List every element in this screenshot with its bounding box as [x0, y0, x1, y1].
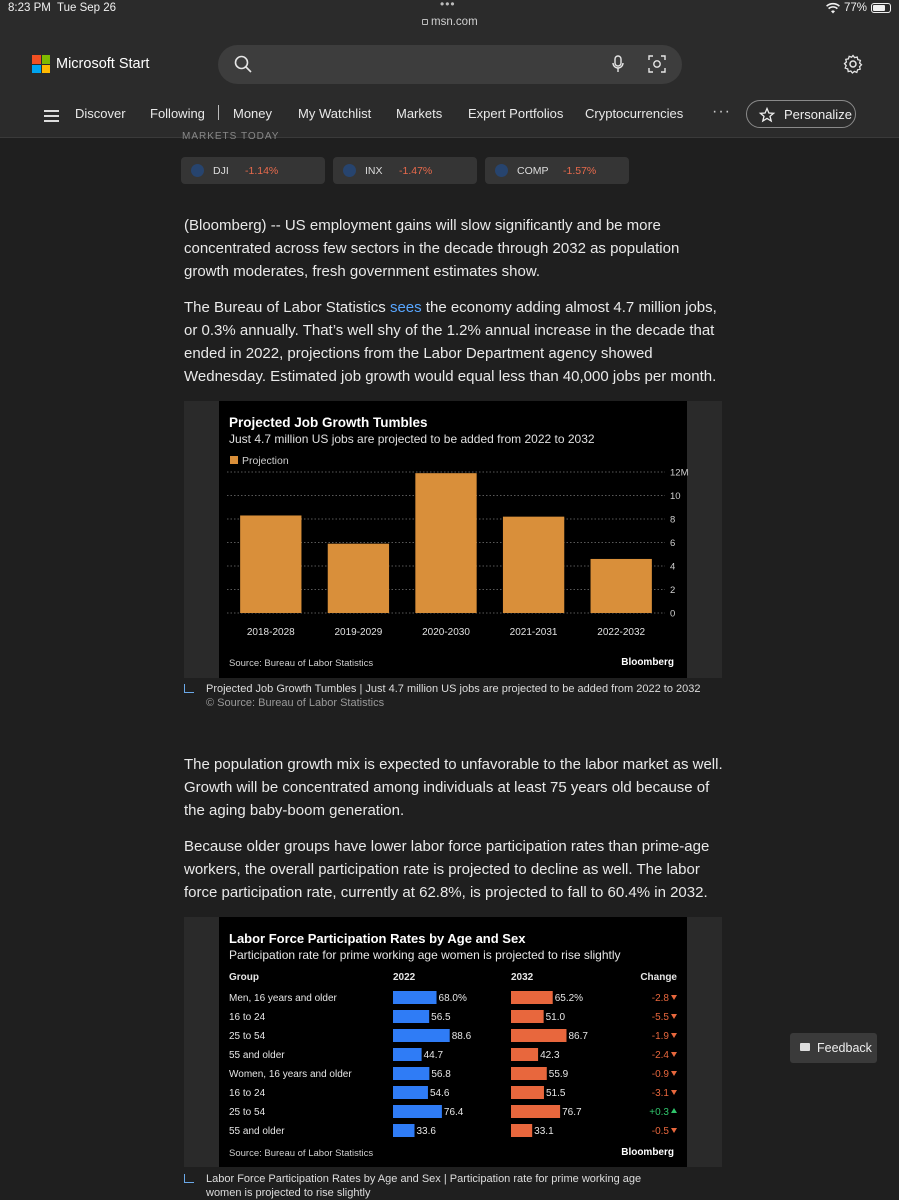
caption-text: Projected Job Growth Tumbles | Just 4.7 million US jobs are projected to be added from 2022 to 2032 [206, 683, 701, 695]
x-tick-label: 2020-2030 [422, 627, 470, 638]
nav-divider [218, 105, 219, 120]
table-row [229, 1029, 677, 1042]
row-group-label: 16 to 24 [229, 1088, 266, 1099]
ticker-change: -1.57% [563, 165, 597, 177]
bar-2032 [511, 991, 553, 1004]
text-run: The Bureau of Labor Statistics [184, 299, 390, 316]
gear-icon[interactable] [843, 54, 863, 74]
search-icon [234, 55, 252, 73]
chart-icon [191, 164, 204, 177]
chart-icon [495, 164, 508, 177]
status-time: 8:23 PM [8, 2, 51, 14]
value-2022: 33.6 [416, 1126, 436, 1137]
arrow-down-icon [671, 1128, 677, 1133]
change-value: -2.8 [651, 993, 669, 1004]
legend-swatch [230, 456, 238, 464]
status-date: Tue Sep 26 [57, 2, 117, 14]
url-text: msn.com [431, 16, 478, 28]
bar-2022 [393, 1048, 422, 1061]
nav-my-watchlist[interactable]: My Watchlist [298, 106, 372, 121]
participation-figure[interactable] [184, 917, 722, 1167]
arrow-up-icon [671, 1108, 677, 1113]
article-paragraph: Because older groups have lower labor force participation rates than prime-age workers, the overall participation rate is projected to decline as well. The labor force participation rate, currently at 62.8%, is projected to fall to 60.4% in 2032. [184, 838, 710, 901]
value-2022: 76.4 [443, 1107, 464, 1118]
value-2022: 88.6 [451, 1031, 472, 1042]
search-input[interactable] [218, 45, 682, 84]
bar-2022 [393, 1010, 429, 1023]
arrow-down-icon [671, 995, 677, 1000]
multitask-dots[interactable]: ••• [440, 0, 456, 11]
value-2032: 42.3 [540, 1050, 560, 1061]
table-row [229, 1105, 677, 1118]
feedback-icon [800, 1043, 810, 1051]
arrow-down-icon [671, 1014, 677, 1019]
article-content [0, 131, 899, 1200]
table-row [229, 1124, 677, 1137]
personalize-button[interactable] [746, 100, 856, 128]
x-tick-label: 2018-2028 [246, 627, 295, 638]
value-2032: 51.5 [545, 1088, 566, 1099]
bloomberg-logo: Bloomberg [621, 657, 674, 668]
job-growth-figure[interactable] [184, 401, 722, 678]
y-tick-label: 0 [670, 608, 676, 620]
change-value: -3.1 [651, 1088, 669, 1099]
ticker-comp[interactable] [485, 157, 629, 184]
bar-2032 [511, 1048, 538, 1061]
nav-money[interactable]: Money [233, 106, 273, 121]
x-tick-label: 2022-2032 [597, 627, 646, 638]
col-header-change: Change [640, 972, 677, 983]
wifi-icon [826, 3, 840, 14]
table-row [229, 1067, 677, 1080]
y-tick-label: 6 [670, 538, 676, 549]
value-2032: 76.7 [562, 1107, 582, 1118]
status-indicators [826, 2, 891, 14]
value-2032: 33.1 [534, 1126, 554, 1137]
bar-2022 [393, 1067, 429, 1080]
row-group-label: 25 to 54 [229, 1031, 266, 1042]
markets-today-label: MARKETS TODAY [182, 131, 280, 142]
change-value: +0.3 [649, 1107, 669, 1118]
menu-icon[interactable] [44, 110, 59, 125]
table-row [229, 1086, 677, 1099]
microphone-icon[interactable] [612, 55, 624, 73]
bar [591, 559, 652, 613]
y-tick-label: 2 [670, 585, 676, 596]
main-nav [0, 100, 899, 130]
nav-expert-portfolios[interactable]: Expert Portfolios [468, 106, 564, 121]
battery-percent: 77% [843, 2, 867, 14]
market-tickers [181, 157, 629, 184]
value-2032: 51.0 [545, 1012, 566, 1023]
row-group-label: Women, 16 years and older [229, 1069, 352, 1080]
caption-text: Labor Force Participation Rates by Age and Sex | Participation rate for prime working age women is projected to rise slightly [206, 1173, 642, 1199]
ticker-name: INX [365, 165, 383, 177]
ticker-inx[interactable] [333, 157, 477, 184]
bar-2032 [511, 1086, 544, 1099]
value-2022: 54.6 [429, 1088, 450, 1099]
arrow-down-icon [671, 1052, 677, 1057]
text-run: the economy adding almost 4.7 million jobs, or 0.3% annually. That’s well shy of the 1.2% annual increase in the decade that ended in 2022, projections from the Labor Department agency showed Wednesday. Estimated job growth would equal less than 40,000 jobs per month. [184, 299, 717, 385]
feedback-button[interactable] [790, 1033, 877, 1063]
table-row [229, 991, 677, 1004]
microsoft-logo-icon [32, 55, 50, 73]
caption-source: © Source: Bureau of Labor Statistics [206, 697, 385, 709]
bar [240, 515, 301, 613]
sparkle-star-icon [759, 107, 775, 123]
arrow-down-icon [671, 1090, 677, 1095]
table-source: Source: Bureau of Labor Statistics [229, 1148, 374, 1159]
lock-icon [422, 19, 428, 25]
ticker-name: COMP [517, 165, 549, 177]
bar-2032 [511, 1124, 532, 1137]
value-2032: 55.9 [548, 1069, 569, 1080]
bar-2022 [393, 1105, 442, 1118]
bar [415, 473, 476, 613]
col-header-2032: 2032 [511, 972, 534, 983]
y-tick-label: 12M [670, 467, 689, 479]
table-subtitle: Participation rate for prime working age women is projected to rise slightly [229, 948, 621, 962]
bar-2022 [393, 991, 437, 1004]
value-2032: 86.7 [568, 1031, 588, 1042]
bar [328, 544, 389, 613]
ticker-dji[interactable] [181, 157, 325, 184]
feedback-label: Feedback [817, 1041, 872, 1055]
participation-table-graphic [219, 917, 687, 1167]
job-growth-bar-chart [219, 401, 687, 678]
arrow-down-icon [671, 1071, 677, 1076]
nav-markets[interactable]: Markets [396, 106, 443, 121]
row-group-label: 25 to 54 [229, 1107, 266, 1118]
ticker-name: DJI [213, 165, 229, 177]
y-tick-label: 10 [670, 491, 681, 502]
nav-discover[interactable]: Discover [75, 106, 126, 121]
job-growth-chart [219, 401, 687, 678]
sees-link[interactable]: sees [389, 299, 422, 316]
y-tick-label: 8 [670, 514, 676, 526]
table-row [229, 1010, 677, 1023]
col-header-group: Group [229, 972, 259, 983]
bar [503, 517, 564, 613]
bar-2022 [393, 1124, 415, 1137]
bar-2032 [511, 1105, 560, 1118]
change-value: -5.5 [651, 1012, 669, 1023]
site-header [0, 38, 899, 138]
chart-source: Source: Bureau of Labor Statistics [229, 658, 374, 669]
row-group-label: 55 and older [229, 1050, 285, 1061]
bloomberg-logo: Bloomberg [621, 1147, 674, 1158]
article-paragraph: The population growth mix is expected to unfavorable to the labor market as well. Growth will be concentrated among individuals at least 75 years old because of the aging baby-boom generation. [184, 756, 723, 819]
bar-2032 [511, 1067, 547, 1080]
chart-icon [343, 164, 356, 177]
value-2022: 56.8 [431, 1069, 451, 1080]
y-tick-label: 4 [670, 561, 676, 573]
row-group-label: 16 to 24 [229, 1012, 266, 1023]
table-title: Labor Force Participation Rates by Age and Sex [229, 931, 526, 946]
x-tick-label: 2021-2031 [509, 627, 558, 638]
x-tick-label: 2019-2029 [334, 627, 383, 638]
address-bar[interactable] [422, 16, 478, 28]
table-row [229, 1048, 677, 1061]
article-paragraph: (Bloomberg) -- US employment gains will slow significantly and be more concentrated across few sectors in the decade through 2032 as population growth moderates, fresh government estimates show. [184, 217, 680, 280]
value-2022: 56.5 [431, 1012, 451, 1023]
ticker-change: -1.47% [399, 165, 433, 177]
change-value: -0.9 [651, 1069, 669, 1080]
ticker-change: -1.14% [245, 165, 279, 177]
bar-2022 [393, 1086, 428, 1099]
caption-corner-icon [184, 1174, 194, 1183]
participation-table-chart [219, 917, 687, 1167]
personalize-label: Personalize [784, 107, 852, 122]
arrow-down-icon [671, 1033, 677, 1038]
visual-search-icon[interactable] [648, 55, 666, 73]
chart-subtitle: Just 4.7 million US jobs are projected to be added from 2022 to 2032 [229, 432, 595, 446]
bar-2032 [511, 1029, 566, 1042]
value-2022: 68.0% [438, 993, 467, 1004]
brand-logo[interactable] [32, 55, 149, 73]
row-group-label: Men, 16 years and older [229, 993, 337, 1004]
legend-label: Projection [242, 455, 289, 467]
nav-following[interactable]: Following [150, 106, 205, 121]
caption-corner-icon [184, 684, 194, 693]
change-value: -2.4 [651, 1050, 669, 1061]
nav-cryptocurrencies[interactable]: Cryptocurrencies [585, 106, 684, 121]
change-value: -0.5 [651, 1126, 669, 1137]
brand-name: Microsoft Start [56, 56, 150, 72]
status-bar [0, 0, 899, 38]
chart-title: Projected Job Growth Tumbles [229, 415, 428, 430]
row-group-label: 55 and older [229, 1126, 285, 1137]
bar-2022 [393, 1029, 450, 1042]
change-value: -1.9 [651, 1031, 669, 1042]
value-2022: 44.7 [423, 1050, 444, 1061]
col-header-2022: 2022 [393, 972, 416, 983]
article-paragraph [184, 296, 724, 388]
value-2032: 65.2% [554, 993, 584, 1004]
more-icon[interactable]: ··· [712, 103, 731, 120]
battery-icon [871, 3, 891, 13]
bar-2032 [511, 1010, 544, 1023]
